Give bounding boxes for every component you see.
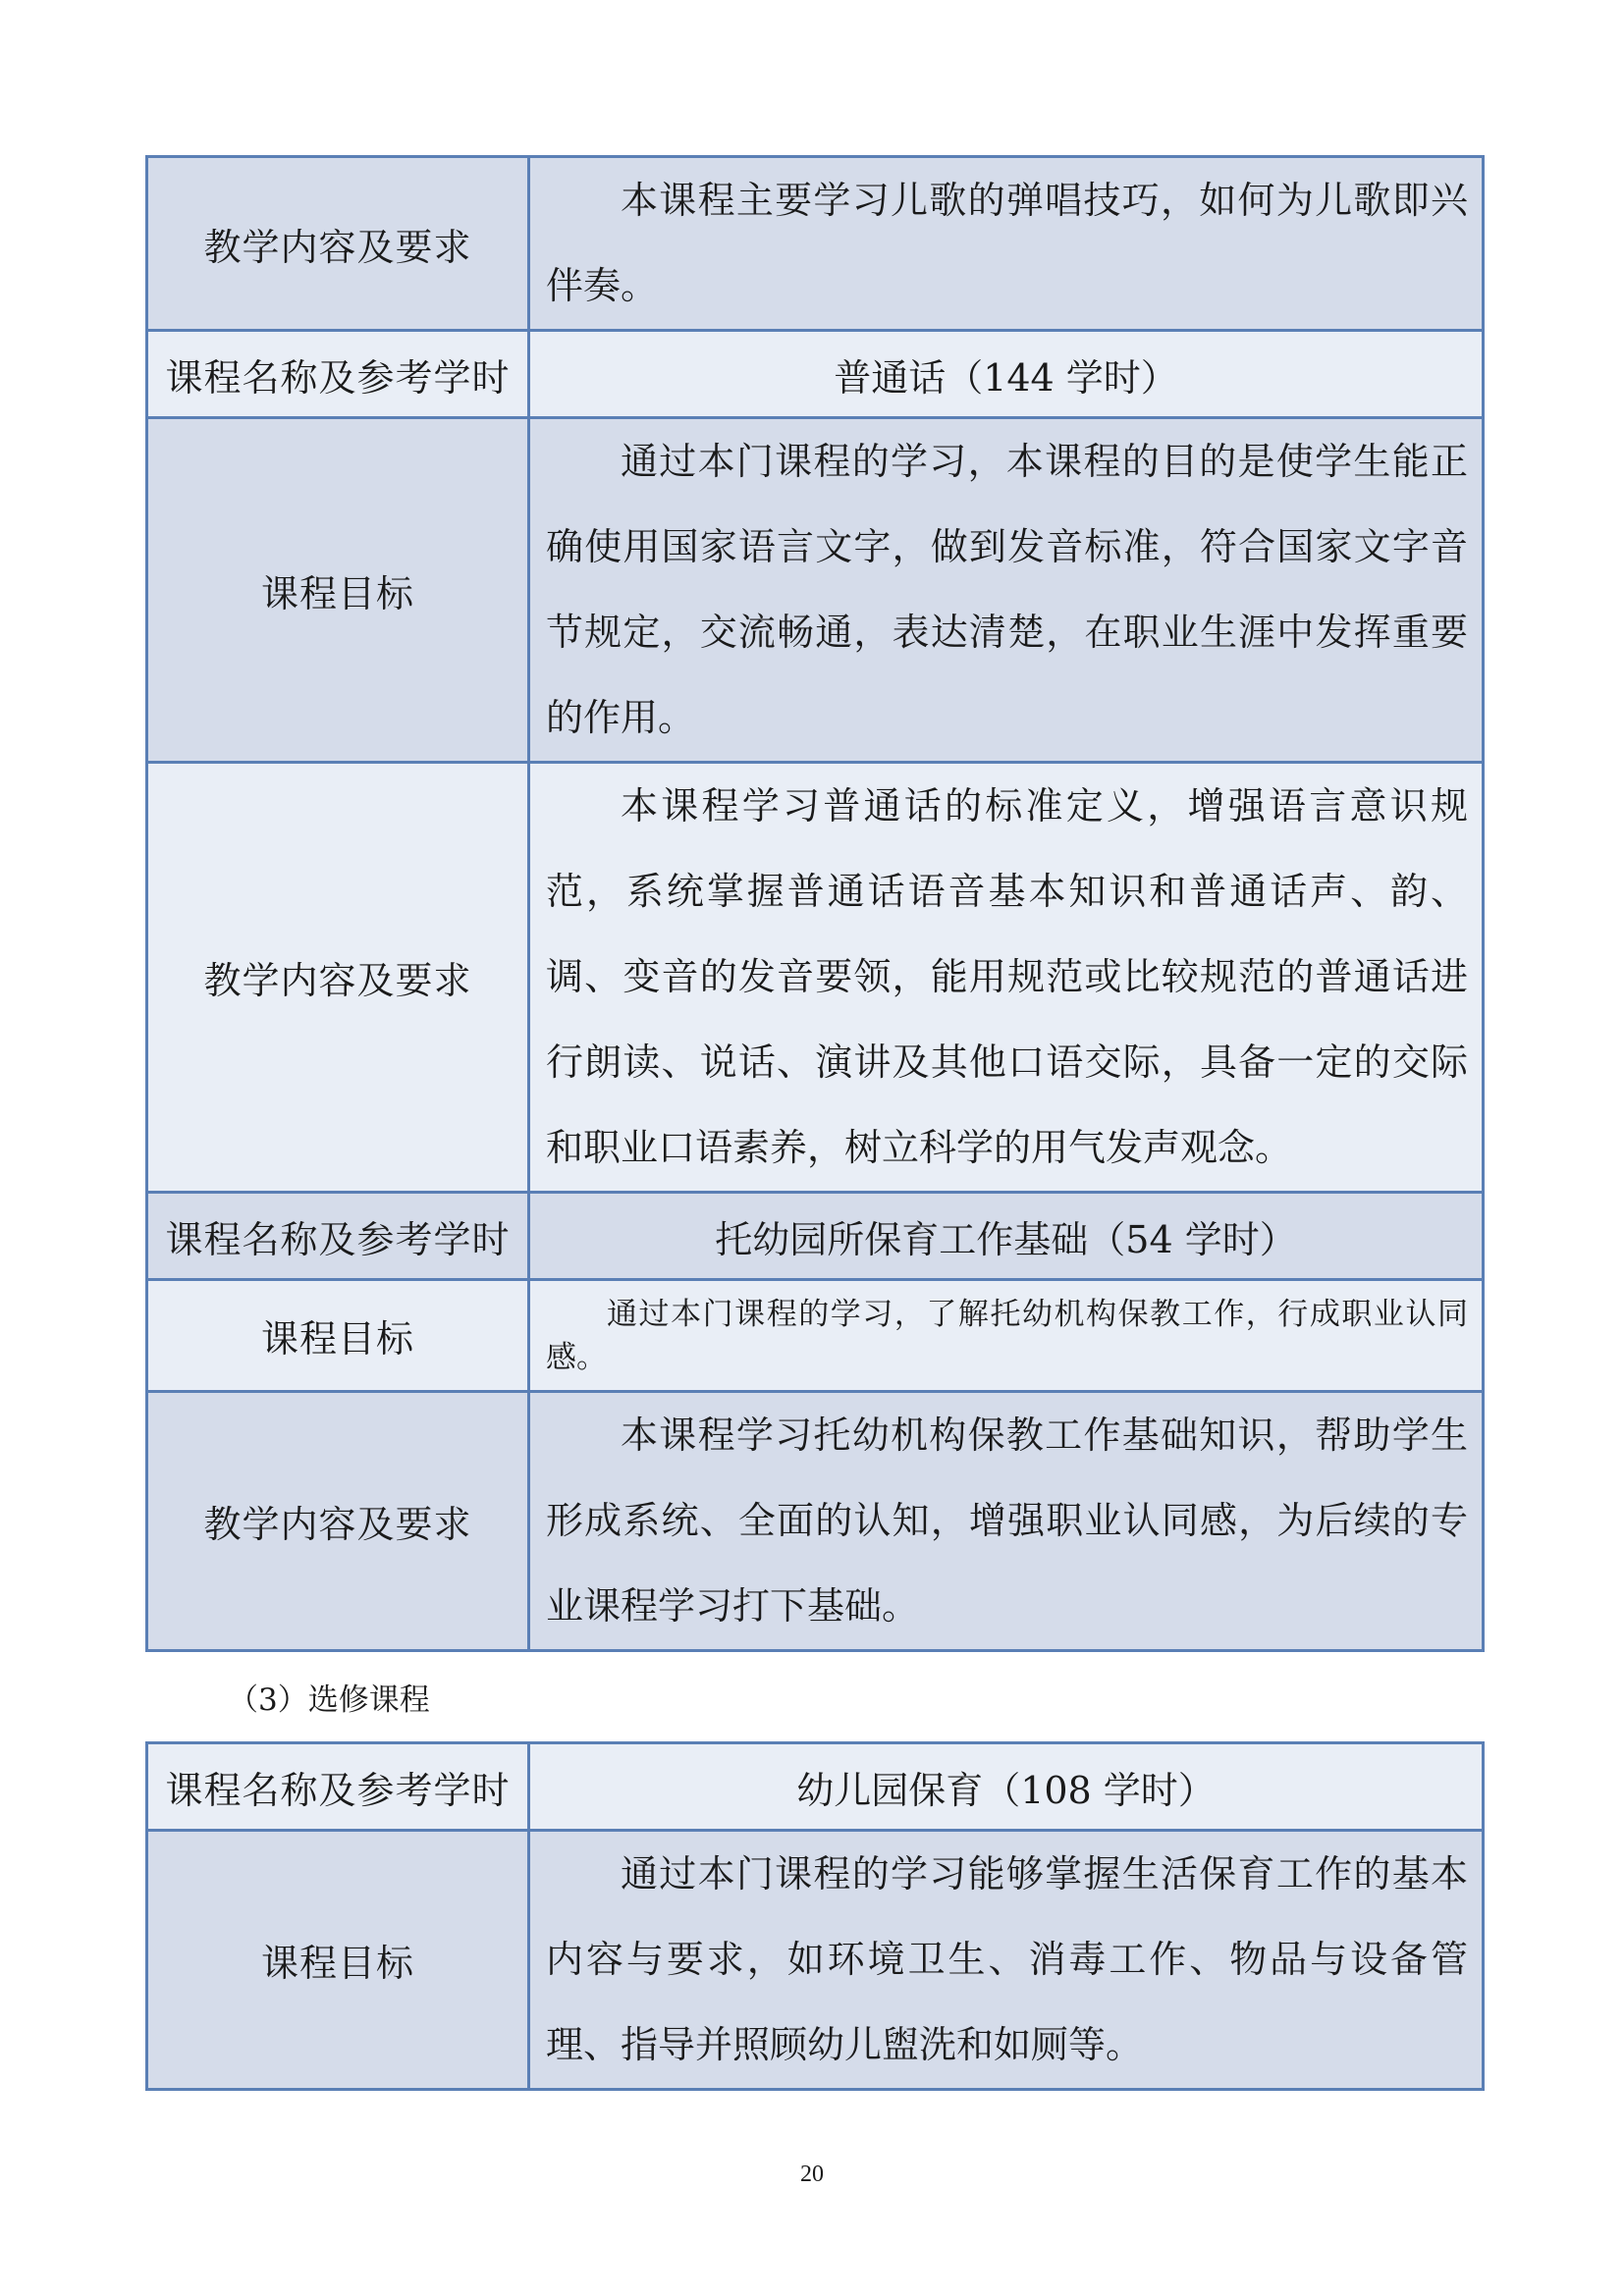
row-content [529, 1392, 1484, 1651]
table-row [147, 418, 1484, 763]
course-table-1 [145, 155, 1485, 1652]
content-text: 通过本门课程的学习能够掌握生活保育工作的基本内容与要求，如环境卫生、消毒工作、物品与设备管理、指导并照顾幼儿盥洗和如厕等。 [546, 1852, 1468, 2066]
table-row [147, 1831, 1484, 2090]
row-label: 课程名称及参考学时 [147, 331, 529, 418]
row-label: 教学内容及要求 [147, 1392, 529, 1651]
course-title: 托幼园所保育工作基础（54 学时） [529, 1193, 1484, 1280]
row-label: 课程名称及参考学时 [147, 1743, 529, 1831]
course-title: 幼儿园保育（108 学时） [529, 1743, 1484, 1831]
row-content [529, 1831, 1484, 2090]
table-row [147, 1392, 1484, 1651]
row-label: 教学内容及要求 [147, 157, 529, 331]
row-content [529, 157, 1484, 331]
row-label: 课程目标 [147, 1280, 529, 1392]
table-row [147, 1743, 1484, 1831]
table-row [147, 1193, 1484, 1280]
content-text: 本课程主要学习儿歌的弹唱技巧，如何为儿歌即兴伴奏。 [546, 179, 1468, 307]
content-text: 通过本门课程的学习，了解托幼机构保教工作，行成职业认同感。 [546, 1296, 1468, 1375]
row-label: 课程目标 [147, 418, 529, 763]
table-row [147, 1280, 1484, 1392]
content-text: 通过本门课程的学习，本课程的目的是使学生能正确使用国家语言文字，做到发音标准，符合国家文字音节规定，交流畅通，表达清楚，在职业生涯中发挥重要的作用。 [546, 440, 1468, 739]
section-heading: （3）选修课程 [228, 1682, 430, 1718]
table-row [147, 763, 1484, 1193]
content-text: 本课程学习托幼机构保教工作基础知识，帮助学生形成系统、全面的认知，增强职业认同感，为后续的专业课程学习打下基础。 [546, 1414, 1468, 1628]
table-row [147, 157, 1484, 331]
row-content [529, 763, 1484, 1193]
content-text: 本课程学习普通话的标准定义，增强语言意识规范，系统掌握普通话语音基本知识和普通话声、韵、调、变音的发音要领，能用规范或比较规范的普通话进行朗读、说话、演讲及其他口语交际，具备一定的交际和职业口语素养，树立科学的用气发声观念。 [546, 784, 1468, 1169]
page-number: 20 [800, 2162, 824, 2187]
table-row [147, 331, 1484, 418]
row-content [529, 1280, 1484, 1392]
row-content [529, 418, 1484, 763]
course-title: 普通话（144 学时） [529, 331, 1484, 418]
row-label: 教学内容及要求 [147, 763, 529, 1193]
row-label: 课程名称及参考学时 [147, 1193, 529, 1280]
row-label: 课程目标 [147, 1831, 529, 2090]
course-table-2 [145, 1741, 1485, 2091]
